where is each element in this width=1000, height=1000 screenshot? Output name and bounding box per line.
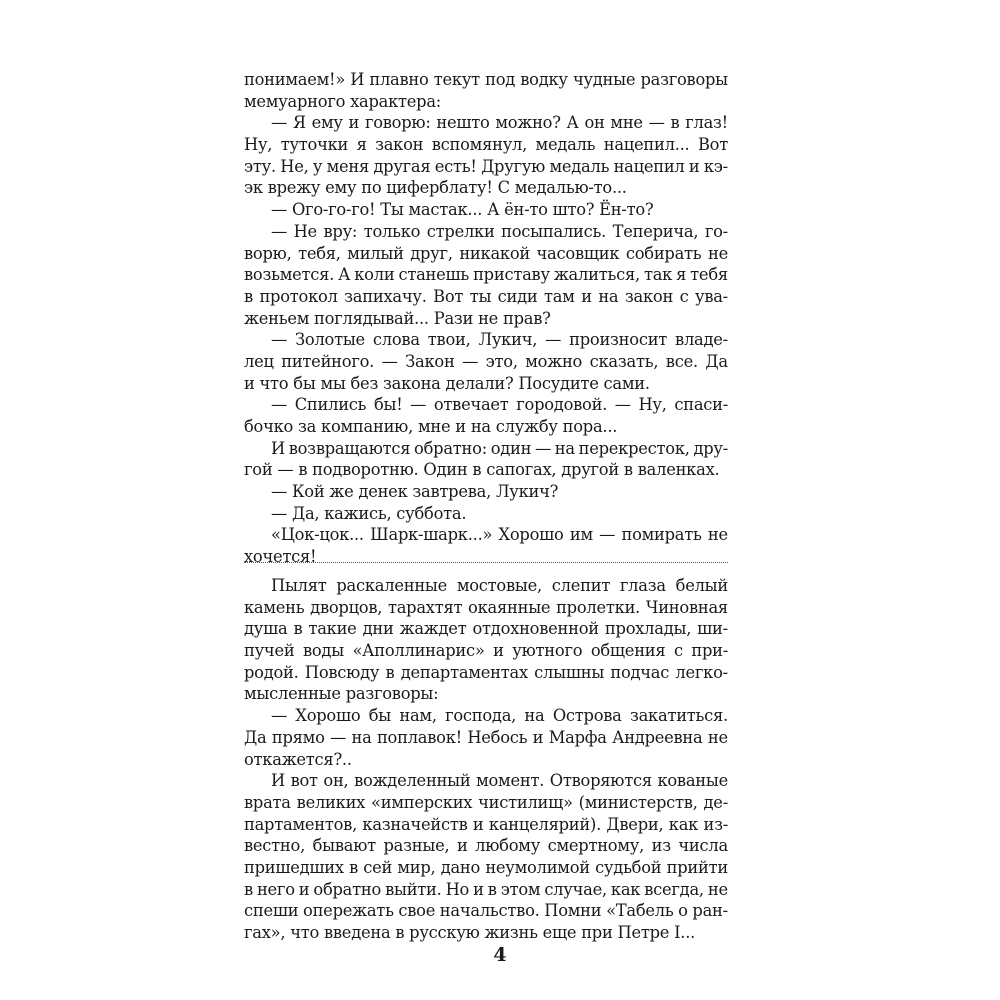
text-line: мысленные разговоры:	[244, 684, 439, 704]
text-line: в протокол запихачу. Вот ты сиди там и на закон с ува-	[244, 286, 728, 306]
text-line: и что бы мы без закона делали? Посудите сами.	[244, 373, 650, 393]
text-block-narrative	[244, 575, 728, 944]
text-line: спеши опережать свое начальство. Помни «Табель о ран-	[244, 901, 728, 921]
text-line: Ну, туточки я закон вспомянул, медаль нацепил... Вот	[244, 135, 728, 155]
text-line: И вот он, вожделенный момент. Отворяются кованые	[271, 771, 728, 791]
text-line: лец питейного. — Закон — это, можно сказать, все. Да	[244, 351, 728, 371]
text-line: бочко за компанию, мне и на службу пора...	[244, 417, 618, 436]
text-line: — Спились бы! — отвечает городовой. — Ну, спаси-	[271, 395, 728, 415]
text-line: понимаем!» И плавно текут под водку чудные разговоры	[244, 70, 728, 89]
text-line: душа в такие дни жаждет отдохновенной прохлады, ши-	[244, 619, 728, 639]
text-line: врата великих «имперских чистилищ» (министерств, де-	[244, 792, 728, 812]
text-line: пучей воды «Аполлинарис» и уютного общения с при-	[244, 641, 728, 661]
text-line: пришедших в сей мир, дано неумолимой судьбой прийти	[244, 857, 728, 877]
text-line: эк врежу ему по циферблату! С медалью-то...	[244, 178, 627, 198]
text-line: хочется!	[244, 547, 317, 567]
text-block-dialogue	[244, 69, 728, 568]
text-line: ворю, тебя, милый друг, никакой часовщик собирать не	[244, 243, 728, 263]
text-line: — Я ему и говорю: нешто можно? А он мне — в глаз!	[271, 113, 728, 133]
text-line: гой — в подворотню. Один в сапогах, другой в валенках.	[244, 460, 720, 480]
text-line: — Золотые слова твои, Лукич, — произносит владе-	[271, 330, 728, 350]
text-line: родой. Повсюду в департаментах слышны подчас легко-	[244, 662, 728, 682]
text-line: камень дворцов, тарахтят окаянные пролетки. Чиновная	[244, 597, 728, 617]
page-number: 4	[493, 944, 507, 966]
text-line: вестно, бывают разные, и любому смертному, из числа	[244, 836, 728, 856]
text-line: — Ого-го-го! Ты мастак... А ён-то што? Ён-то?	[271, 200, 654, 220]
text-line: гах», что введена в русскую жизнь еще при Петре I...	[244, 923, 696, 942]
text-line: — Кой же денек завтрева, Лукич?	[271, 482, 559, 502]
text-line: партаментов, казначейств и канцелярий). Двери, как из-	[244, 814, 728, 834]
text-line: мемуарного характера:	[244, 91, 442, 111]
text-line: в него и обратно выйти. Но и в этом случае, как всегда, не	[244, 879, 728, 899]
text-line: И возвращаются обратно: один — на перекресток, дру-	[271, 438, 728, 458]
text-line: — Не вру: только стрелки посыпались. Теперича, го-	[271, 221, 728, 241]
text-line: откажется?..	[244, 749, 352, 769]
text-line: эту. Не, у меня другая есть! Другую медаль нацепил и кэ-	[244, 156, 728, 176]
text-line: Да прямо — на поплавок! Небось и Марфа Андреевна не	[244, 727, 728, 747]
section-divider	[244, 562, 728, 563]
text-line: — Хорошо бы нам, господа, на Острова закатиться.	[271, 706, 728, 726]
text-line: женьем поглядывай... Рази не прав?	[244, 308, 551, 328]
text-line: возьмется. А коли станешь приставу жалиться, так я тебя	[244, 265, 728, 285]
text-line: «Цок-цок... Шарк-шарк...» Хорошо им — помирать не	[271, 525, 728, 545]
text-line: Пылят раскаленные мостовые, слепит глаза белый	[271, 576, 728, 595]
text-line: — Да, кажись, суббота.	[271, 503, 467, 523]
